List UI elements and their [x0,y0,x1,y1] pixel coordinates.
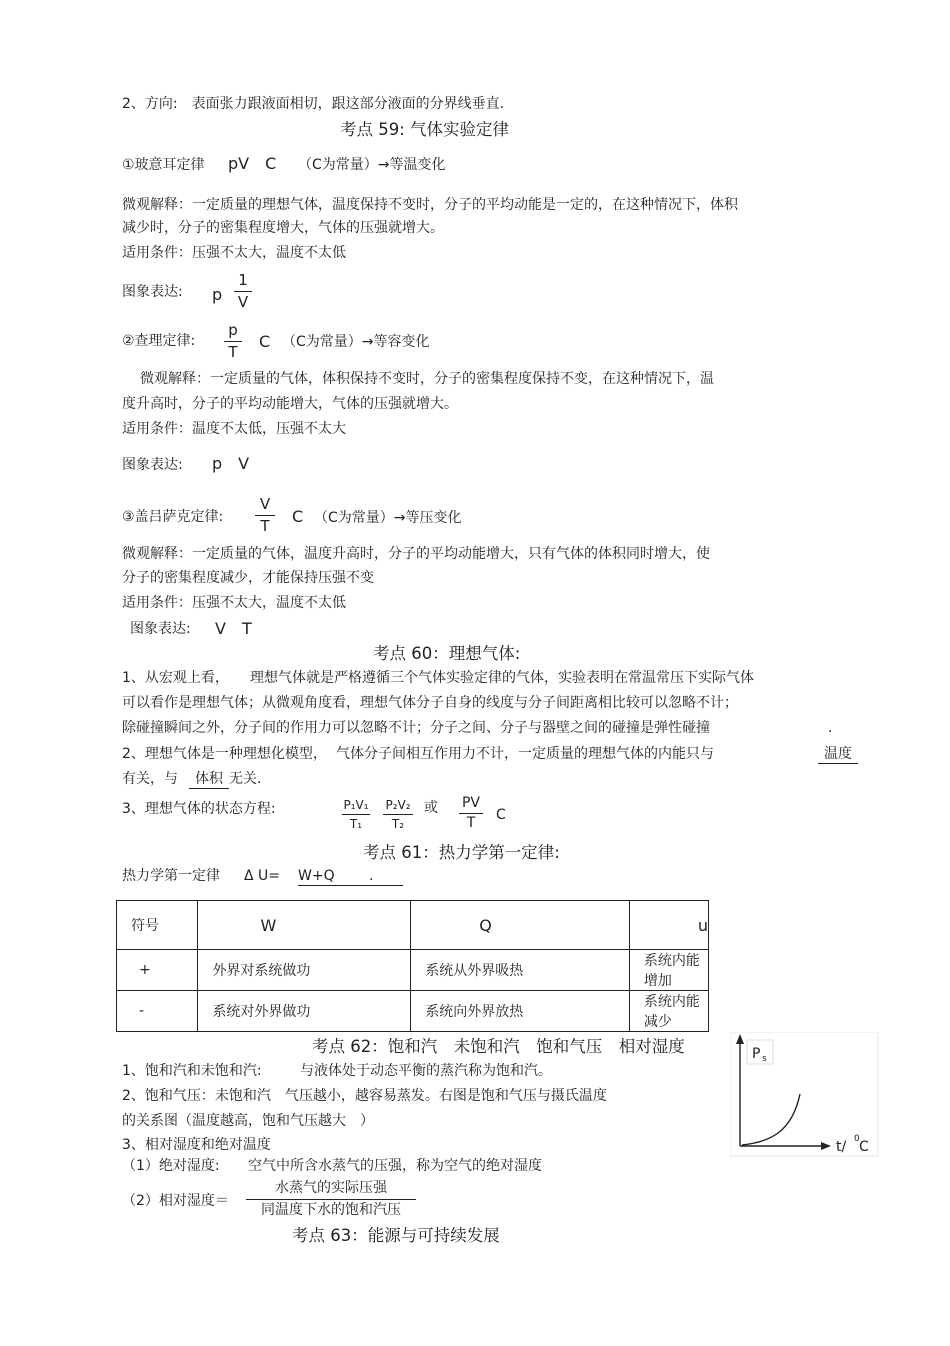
fraction-denominator: T [260,517,270,535]
charles-graph: p V [212,454,250,473]
x-axis-unit: C [859,1139,869,1155]
section-59-title: 考点 59: 气体实验定律 [340,120,510,139]
state-equation-fraction-3 [459,796,483,831]
fraction-numerator: P₂V₂ [385,798,411,812]
fraction-numerator: p [228,321,238,339]
charles-condition: 适用条件：温度不太低，压强不太大 [122,421,346,437]
section-60-title: 考点 60：理想气体: [373,644,521,663]
table-header-cell: W [198,901,411,950]
state-equation-fraction-1 [342,798,370,831]
state-equation-fraction-2 [383,798,413,831]
fraction-numerator: V [259,495,271,513]
charles-note: （C为常量）→等容变化 [282,334,430,350]
table-cell: - [117,991,198,1032]
saturated-vapor-l1-b: 与液体处于动态平衡的蒸汽称为饱和汽。 [300,1063,552,1079]
charles-label: ②查理定律: [122,333,196,349]
gay-lussac-graph: V T [215,619,252,638]
saturated-pressure-graph [730,1032,880,1157]
ideal-gas-p2-b: 气体分子间相互作用力不计，一定质量的理想气体的内能只与 [336,746,714,762]
fraction-denominator: T₁ [349,817,363,831]
absolute-humidity-text: 空气中所含水蒸气的压强，称为空气的绝对湿度 [248,1158,542,1174]
table-cell: 系统对外界做功 [198,991,411,1032]
table-row [117,991,709,1032]
fraction-numerator: 1 [238,271,248,289]
ideal-gas-p2-d: 无关. [229,771,262,787]
charles-fraction [224,322,242,361]
state-equation-label: 3、理想气体的状态方程: [122,801,276,817]
boyle-graph-fraction [234,272,252,311]
boyle-formula: pV C [228,154,277,173]
y-axis-arrow-icon [736,1034,744,1044]
relative-humidity-fraction [246,1180,416,1219]
ideal-gas-p1-2: 可以看作是理想气体；从微观角度看，理想气体分子自身的线度与分子间距离相比较可以忽略不计； [122,695,738,711]
gay-lussac-graph-label: 图象表达: [130,621,191,637]
first-law-delta-u: Δ U= [244,868,281,884]
saturated-vapor-l1-a: 1、饱和汽和未饱和汽: [122,1063,262,1079]
section-63-title: 考点 63：能源与可持续发展 [292,1226,500,1245]
first-law-label: 热力学第一定律 [122,868,220,884]
absolute-humidity-label: （1）绝对湿度: [122,1158,220,1174]
saturated-vapor-l2: 2、饱和气压：未饱和汽 气压越小，越容易蒸发。右图是饱和气压与摄氏温度 [122,1088,607,1104]
state-equation-or: 或 [424,800,438,816]
saturated-vapor-l3: 的关系图（温度越高，饱和气压越大 ） [122,1113,374,1129]
table-header-row [117,901,709,950]
first-law-dot: . [369,868,374,884]
saturation-curve [742,1094,800,1145]
table-header-cell: u [629,901,708,950]
x-axis-degree: 0 [854,1134,860,1144]
table-header-cell: Q [411,901,630,950]
boyle-graph-label: 图象表达: [122,284,183,300]
fraction-denominator: V [237,293,249,311]
boyle-note: （C为常量）→等温变化 [298,157,446,173]
table-cell: 系统内能增加 [629,950,708,991]
gay-lussac-label: ③盖吕萨克定律: [122,509,224,525]
boyle-graph-p: p [212,285,223,304]
gay-lussac-fraction [255,496,275,535]
x-axis-arrow-icon [821,1142,831,1150]
section-62-title: 考点 62：饱和汽 未饱和汽 饱和气压 相对湿度 [312,1037,685,1056]
blank-volume: 体积 [189,770,229,789]
section-61-title: 考点 61：热力学第一定律: [363,843,560,862]
first-law-formula [298,867,403,886]
ideal-gas-p2-c: 有关，与 [122,771,178,787]
ideal-gas-p1-a: 1、从宏观上看， [122,670,229,686]
first-law-value: W+Q [298,868,335,884]
fraction-numerator: PV [461,795,481,811]
charles-c: C [259,332,271,351]
gay-lussac-note: （C为常量）→等压变化 [314,510,462,526]
blank-temperature: 温度 [818,745,858,764]
table-cell: + [117,950,198,991]
fraction-denominator: T [466,815,476,831]
fraction-denominator: 同温度下水的饱和汽压 [261,1202,401,1218]
fraction-denominator: T [228,343,238,361]
x-axis-label: t/ [836,1139,847,1155]
boyle-condition: 适用条件：压强不太大，温度不太低 [122,245,346,261]
ideal-gas-p1-dot: . [828,720,833,736]
table-cell: 系统向外界放热 [411,991,630,1032]
sign-convention-table [116,900,709,1032]
boyle-label: ①玻意耳定律 [122,157,205,173]
ideal-gas-p2-a: 2、理想气体是一种理想化模型， [122,746,327,762]
y-axis-subscript: s [762,1054,767,1064]
gay-lussac-condition: 适用条件：压强不太大，温度不太低 [122,595,346,611]
gay-lussac-micro-2: 分子的密集程度减少，才能保持压强不变 [122,570,374,586]
table-cell: 系统内能减少 [629,991,708,1032]
fraction-numerator: P₁V₁ [343,798,369,812]
state-equation-c: C [496,807,506,823]
charles-micro-2: 度升高时，分子的平均动能增大，气体的压强就增大。 [122,396,458,412]
charles-graph-label: 图象表达: [122,457,183,473]
y-axis-label: P [752,1046,761,1062]
gay-lussac-c: C [292,507,304,526]
relative-humidity-label: （2）相对湿度＝ [122,1193,229,1209]
charles-micro-1: 微观解释：一定质量的气体，体积保持不变时，分子的密集程度保持不变，在这种情况下，温 [140,371,714,387]
direction-line: 2、方向: 表面张力跟液面相切，跟这部分液面的分界线垂直. [122,96,505,112]
boyle-micro-2: 减少时，分子的密集程度增大，气体的压强就增大。 [122,220,444,236]
fraction-numerator: 水蒸气的实际压强 [275,1180,387,1196]
table-row [117,950,709,991]
ideal-gas-p1-b: 理想气体就是严格遵循三个气体实验定律的气体，实验表明在常温常压下实际气体 [250,670,754,686]
table-cell: 系统从外界吸热 [411,950,630,991]
table-header-cell: 符号 [117,901,198,950]
fraction-denominator: T₂ [391,817,405,831]
ideal-gas-p1-3: 除碰撞瞬间之外，分子间的作用力可以忽略不计；分子之间、分子与器壁之间的碰撞是弹性碰撞 [122,720,710,736]
gay-lussac-micro-1: 微观解释：一定质量的气体，温度升高时，分子的平均动能增大，只有气体的体积同时增大，使 [122,546,710,562]
boyle-micro-1: 微观解释：一定质量的理想气体，温度保持不变时，分子的平均动能是一定的，在这种情况下，体积 [122,197,738,213]
table-cell: 外界对系统做功 [198,950,411,991]
saturated-vapor-l4: 3、相对湿度和绝对温度 [122,1137,271,1153]
